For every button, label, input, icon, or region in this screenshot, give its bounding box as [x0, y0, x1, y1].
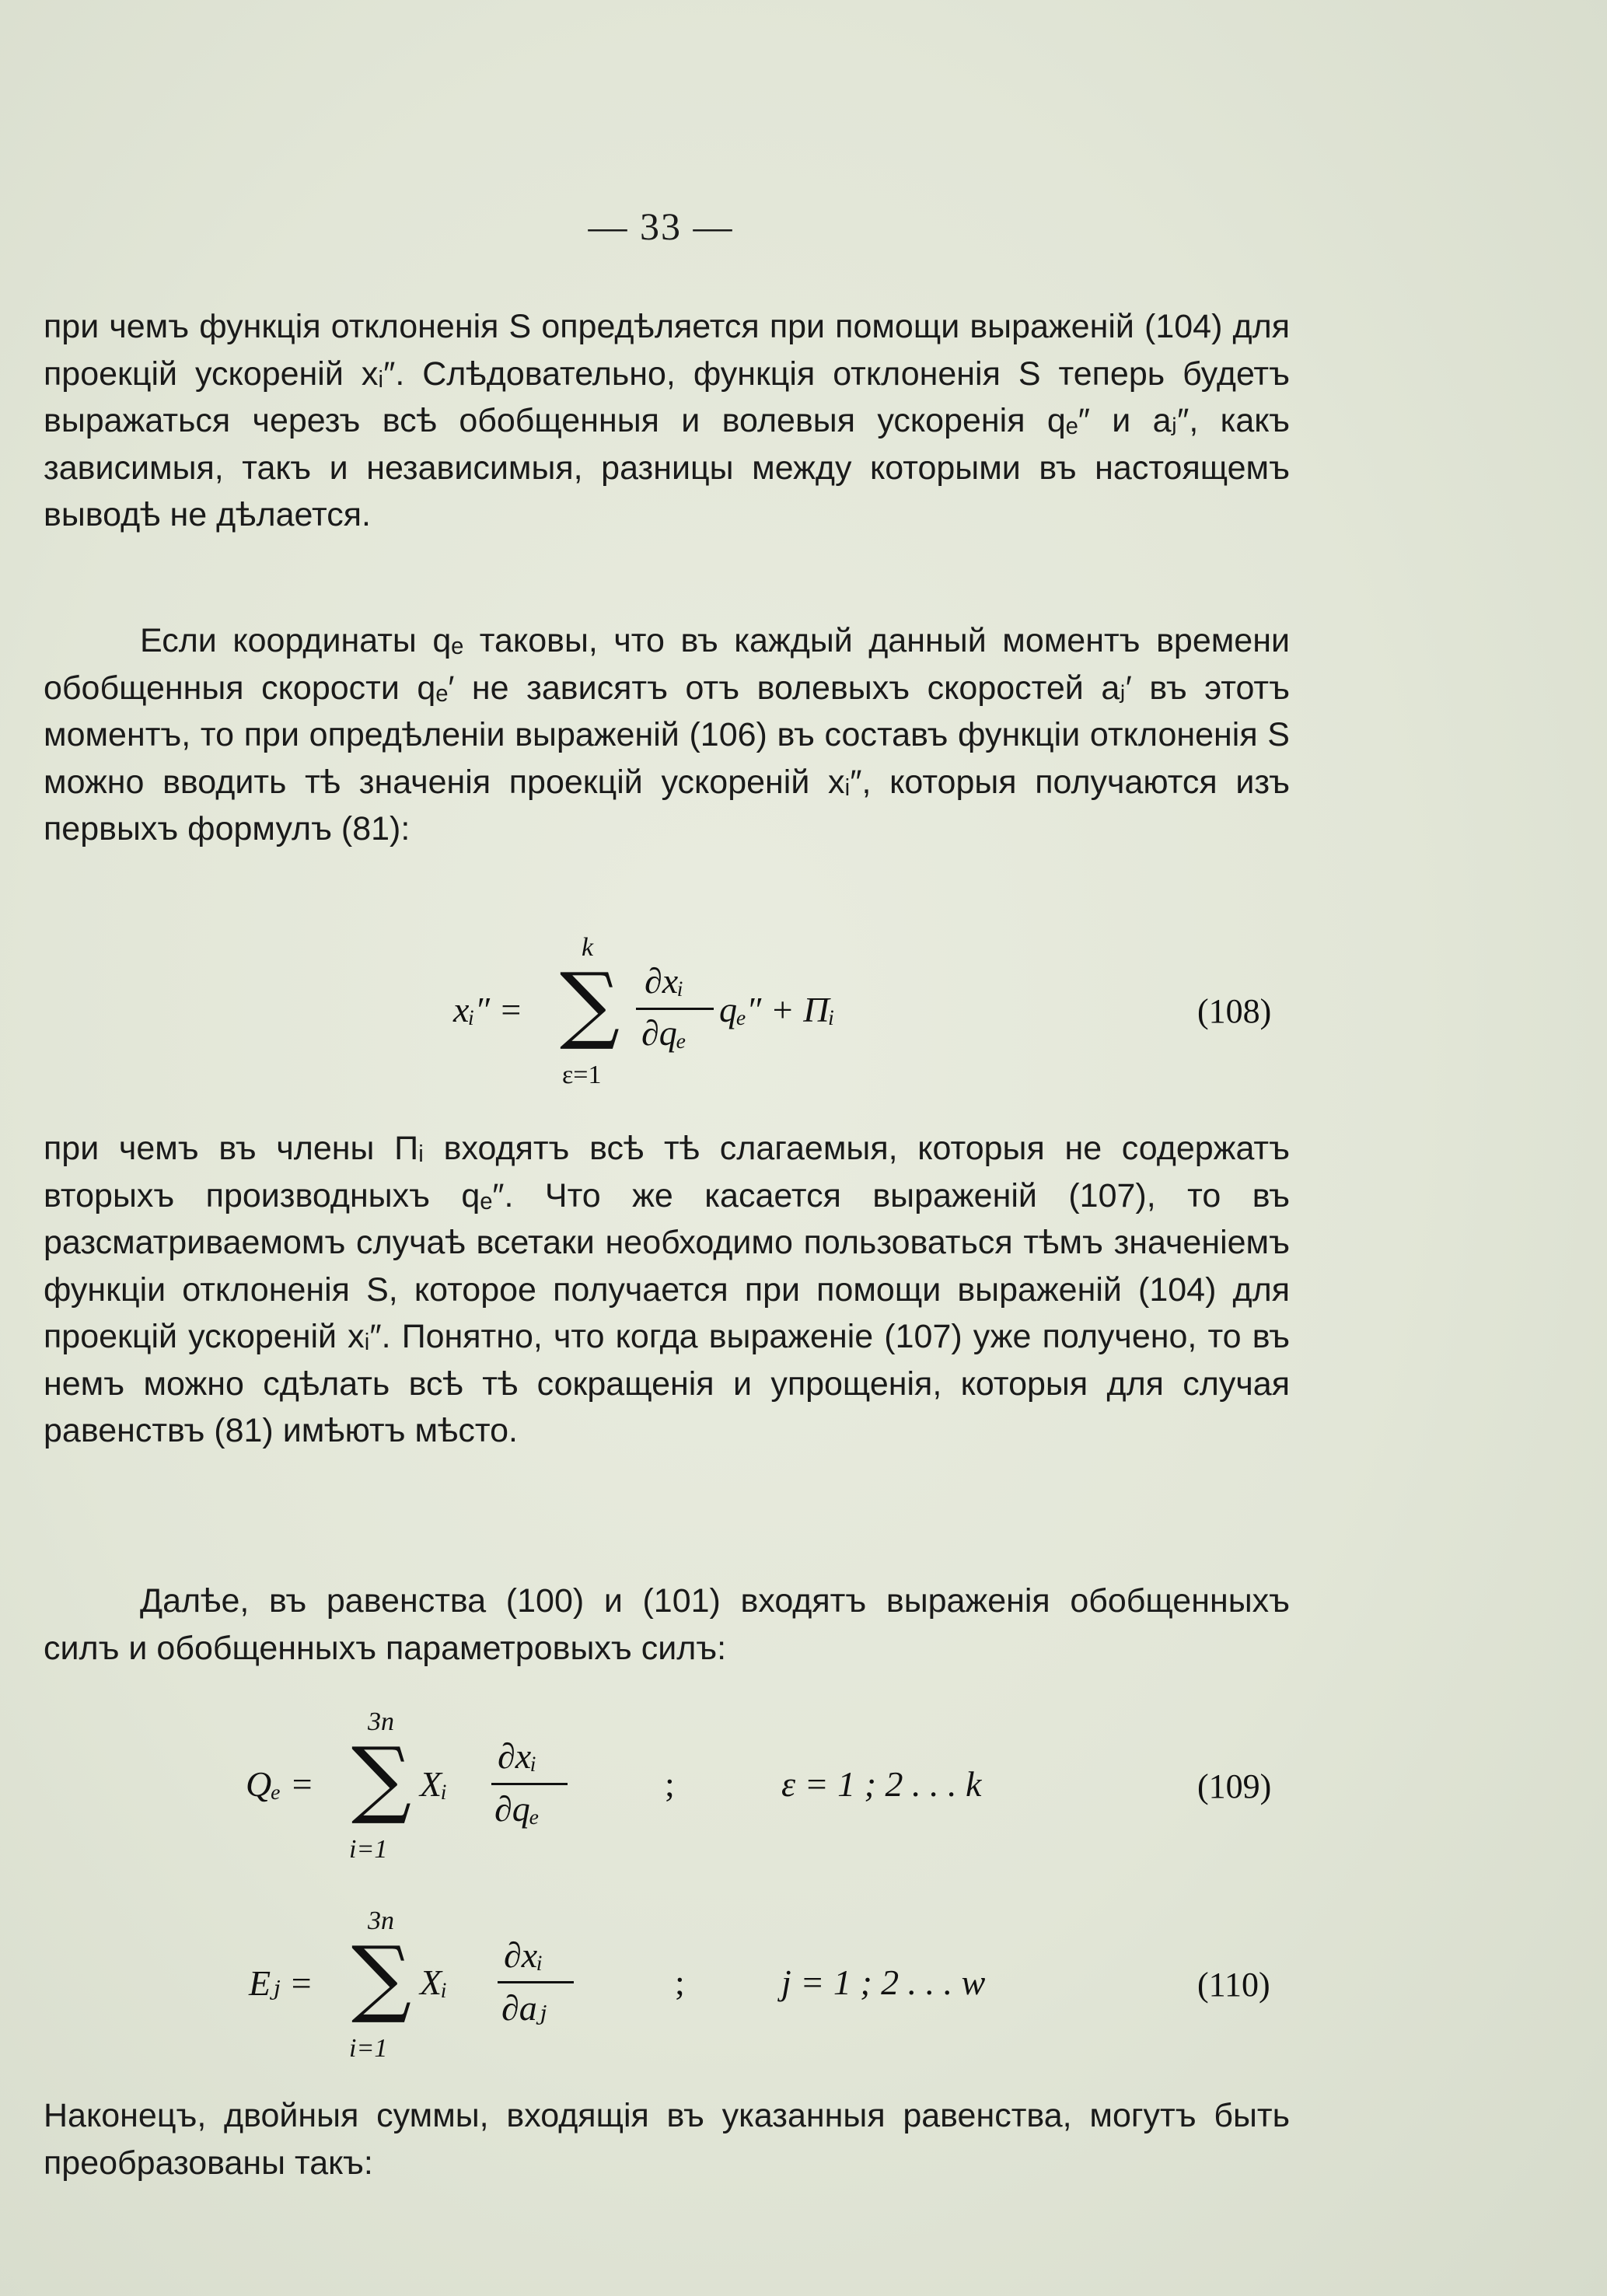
- eq110-lhs: Eⱼ =: [249, 1963, 313, 2003]
- eq110-sum-upper: 3n: [368, 1906, 394, 1935]
- eq108-frac-den: ∂qₑ: [641, 1013, 686, 1053]
- paragraph-4: Далѣе, въ равенства (100) и (101) входятъ выраженія обобщенныхъ силъ и обобщенныхъ параметровыхъ силъ:: [44, 1582, 1290, 1667]
- fraction-bar: [636, 1008, 714, 1010]
- eq109-sum-upper: 3n: [368, 1707, 394, 1736]
- eq110-term: Xᵢ: [420, 1962, 448, 2002]
- sum-symbol: ∑: [351, 1929, 412, 2026]
- sum-symbol: ∑: [351, 1730, 412, 1827]
- eq108-sum-lower: ε=1: [562, 1061, 602, 1089]
- eq108-tail: qₑ″ + Πᵢ: [719, 990, 835, 1029]
- eq108-frac-num: ∂xᵢ: [645, 961, 684, 1001]
- eq108-sum-upper: k: [582, 933, 594, 962]
- eq110-frac-den: ∂aⱼ: [501, 1988, 547, 2028]
- eq108-number: (108): [1197, 992, 1272, 1030]
- paragraph-1: при чемъ функція отклоненія S опредѣляется при помощи выраженій (104) для проекцій ускореній xᵢ″. Слѣдовательно, функція отклоненія S теперь будетъ выражаться черезъ всѣ обобщенныя и волевыя ускоренія qₑ″ и aⱼ″, какъ зависимыя, такъ и независимыя, разницы между которыми въ настоящемъ выводѣ не дѣлается.: [44, 308, 1290, 533]
- eq109-frac-num: ∂xᵢ: [498, 1736, 537, 1776]
- eq109-separator: ;: [665, 1764, 675, 1804]
- page-number: — 33 —: [588, 204, 734, 248]
- eq109-range: ε = 1 ; 2 . . . k: [781, 1764, 982, 1804]
- sum-symbol: ∑: [560, 956, 620, 1053]
- paragraph-2: Если координаты qₑ таковы, что въ каждый данный моментъ времени обобщенныя скорости qₑ′ не зависятъ отъ волевыхъ скоростей aⱼ′ въ этотъ моментъ, то при опредѣленіи выраженій (106) въ составъ функціи отклоненія S можно вводить тѣ значенія проекцій ускореній xᵢ″, которыя получаются изъ первыхъ формулъ (81):: [44, 622, 1290, 847]
- eq110-separator: ;: [675, 1962, 685, 2002]
- eq110-frac-num: ∂xᵢ: [504, 1935, 543, 1975]
- paragraph-5: Наконецъ, двойныя суммы, входящія въ указанныя равенства, могутъ быть преобразованы такъ:: [44, 2097, 1290, 2182]
- eq109-term: Xᵢ: [420, 1764, 448, 1804]
- eq109-lhs: Qₑ =: [246, 1764, 314, 1804]
- eq109-number: (109): [1197, 1767, 1272, 1805]
- eq109-sum-lower: i=1: [349, 1835, 388, 1864]
- fraction-bar: [491, 1783, 568, 1785]
- fraction-bar: [498, 1981, 574, 1983]
- eq110-number: (110): [1197, 1966, 1270, 2004]
- eq110-sum-lower: i=1: [349, 2034, 388, 2063]
- eq109-frac-den: ∂qₑ: [494, 1789, 540, 1829]
- eq108-lhs: xᵢ″ =: [453, 990, 523, 1029]
- eq110-range: j = 1 ; 2 . . . w: [781, 1962, 986, 2002]
- paragraph-3: при чемъ въ члены Πᵢ входятъ всѣ тѣ слагаемыя, которыя не содержатъ вторыхъ производныхъ qₑ″. Что же касается выраженій (107), то въ разсматриваемомъ случаѣ всетаки необходимо пользоваться тѣмъ значеніемъ функціи отклоненія S, которое получается при помощи выраженій (104) для проекцій ускореній xᵢ″. Понятно, что когда выраженіе (107) уже получено, то въ немъ можно сдѣлать всѣ тѣ сокращенія и упрощенія, которыя для случая равенствъ (81) имѣютъ мѣсто.: [44, 1130, 1290, 1449]
